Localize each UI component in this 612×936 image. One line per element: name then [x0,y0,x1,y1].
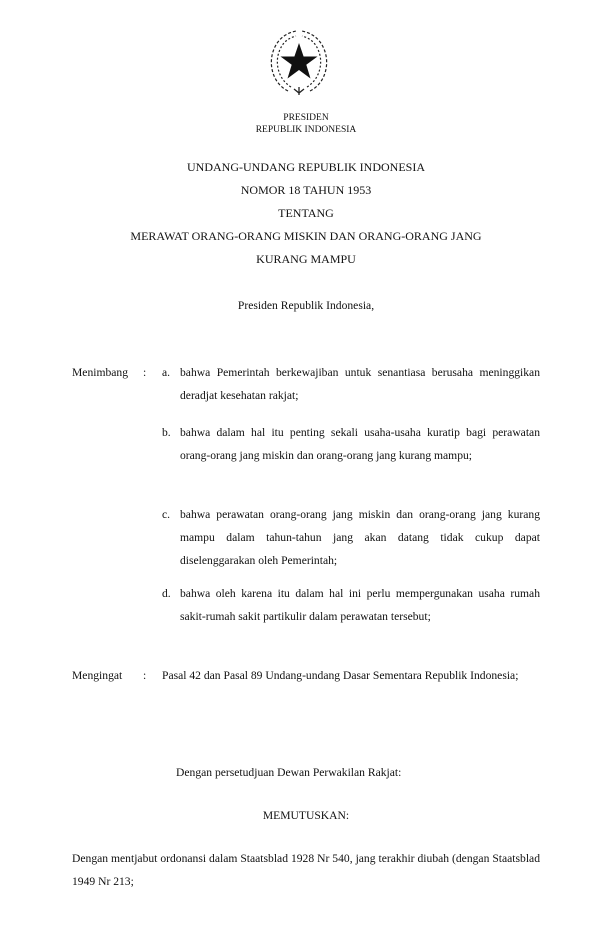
item-a-letter: a. [162,366,171,379]
mengingat-text: Pasal 42 dan Pasal 89 Undang-undang Dasar Sementara Republik Indonesia; [162,669,519,682]
item-c-letter: c. [162,508,171,521]
memutuskan-heading: MEMUTUSKAN: [262,809,350,822]
item-b-text: bahwa dalam hal itu penting sekali usaha-usaha kuratip bagi perawatan orang-orang jang miskin dan orang-orang jang kurang mampu; [180,426,540,462]
item-a-text: bahwa Pemerintah berkewajiban untuk senantiasa berusaha meninggikan deradjat kesehatan rakjat; [180,366,540,402]
opening-line: Presiden Republik Indonesia, [237,299,375,312]
title-line-5: KURANG MAMPU [256,252,356,266]
menimbang-label: Menimbang [72,366,129,379]
mengingat-colon: : [143,669,147,682]
star-wreath-icon [266,27,332,97]
mentjabut-paragraph: Dengan mentjabut ordonansi dalam Staatsblad 1928 Nr 540, jang terakhir diubah (dengan Staatsblad 1949 Nr 213; [72,852,540,888]
item-c-text: bahwa perawatan orang-orang jang miskin dan orang-orang jang kurang mampu dalam tahun-tahun jang akan datang tidak cukup dapat diselenggarakan oleh Pemerintah; [180,508,540,567]
office-line-2: REPUBLIK INDONESIA [255,125,357,135]
item-d-text: bahwa oleh karena itu dalam hal ini perlu mempergunakan usaha rumah sakit-rumah sakit partikulir dalam perawatan tersebut; [180,587,540,623]
item-b-letter: b. [162,426,171,439]
menimbang-colon: : [143,366,147,379]
mengingat-label: Mengingat [72,669,123,682]
title-line-4: MERAWAT ORANG-ORANG MISKIN DAN ORANG-ORANG JANG [130,229,482,243]
title-line-3: TENTANG [278,206,334,220]
presidential-emblem [266,27,332,97]
office-line-1: PRESIDEN [283,113,329,123]
title-line-2: NOMOR 18 TAHUN 1953 [240,183,372,197]
persetujuan-line: Dengan persetudjuan Dewan Perwakilan Rakjat: [176,766,402,779]
title-line-1: UNDANG-UNDANG REPUBLIK INDONESIA [187,160,425,174]
item-d-letter: d. [162,587,171,600]
